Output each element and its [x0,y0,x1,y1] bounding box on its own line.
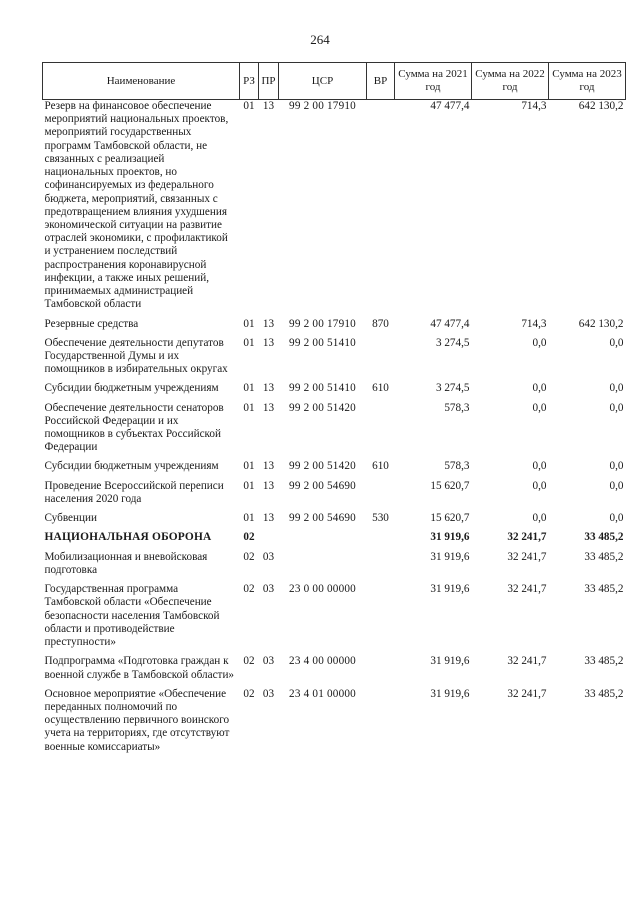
table-row [43,460,626,479]
row-vr [367,655,395,687]
row-sum-2023: 33 485,2 [584,655,624,668]
row-pr: 13 [262,512,275,525]
row-sum-2023: 642 130,2 [578,100,624,112]
row-name: Мобилизационная и вневойсковая подготовка [44,550,208,577]
row-sum-2023: 0,0 [609,460,624,473]
row-sum-2022: 714,3 [521,317,547,330]
row-rz: 01 [243,100,255,112]
row-rz: 01 [243,479,255,492]
row-sum-2023: 33 485,2 [584,531,624,544]
row-csr: 23 4 00 00000 [289,655,356,668]
row-name: Подпрограмма «Подготовка граждан к военной службе в Тамбовской области» [44,655,235,681]
table-row [43,655,626,687]
row-csr: 99 2 00 17910 [289,317,356,330]
row-name: Обеспечение деятельности сенаторов Российской Федерации и их помощников в субъектах Российской Федерации [44,401,224,454]
row-rz: 02 [243,655,255,668]
row-sum-2022: 0,0 [532,382,547,395]
row-vr: 530 [372,512,389,525]
row-csr: 23 0 00 00000 [289,583,356,596]
row-pr: 13 [262,100,275,112]
column-header-csr: ЦСР [279,63,367,100]
row-pr: 13 [262,382,275,395]
row-sum-2022: 714,3 [521,100,547,112]
table-body [43,100,626,760]
row-sum-2023: 0,0 [609,512,624,525]
row-rz: 01 [243,512,255,525]
row-rz: 02 [243,531,255,544]
row-sum-2021: 47 477,4 [430,317,470,330]
row-rz: 01 [243,460,255,473]
row-csr [279,551,367,583]
row-sum-2021: 31 919,6 [430,655,470,668]
row-csr: 99 2 00 54690 [289,512,356,525]
table-row [43,688,626,760]
table-row [43,480,626,512]
column-header-vr: ВР [367,63,395,100]
row-vr [367,688,395,760]
row-name: Государственная программа Тамбовской области «Обеспечение безопасности населения Тамбовской области и противодействие преступности» [44,583,220,649]
row-sum-2021: 15 620,7 [430,479,470,492]
row-pr [259,531,279,550]
row-sum-2021: 31 919,6 [430,550,470,563]
row-rz: 02 [243,583,255,596]
row-pr: 13 [262,460,275,473]
row-pr: 13 [262,336,275,349]
row-rz: 01 [243,401,255,414]
column-header-sum-2021: Сумма на 2021 год [395,63,472,100]
row-vr [367,480,395,512]
row-sum-2023: 0,0 [609,336,624,349]
row-sum-2022: 32 241,7 [507,583,547,596]
row-sum-2022: 32 241,7 [507,655,547,668]
row-sum-2021: 15 620,7 [430,512,470,525]
row-sum-2021: 47 477,4 [430,100,470,112]
row-name: Обеспечение деятельности депутатов Государственной Думы и их помощников в избирательных округах [44,336,228,376]
table-header [43,63,626,100]
row-rz: 02 [243,687,255,700]
row-pr: 13 [262,401,275,414]
row-pr: 13 [262,317,275,330]
row-sum-2021: 31 919,6 [430,583,470,596]
table-row [43,100,626,318]
row-sum-2022: 0,0 [532,460,547,473]
row-sum-2021: 3 274,5 [435,336,470,349]
table-row [43,531,626,550]
column-header-sum-2022: Сумма на 2022 год [472,63,549,100]
row-name: Резерв на финансовое обеспечение мероприятий национальных проектов, мероприятий государственных программ Тамбовской области, не связанных с реализацией национальных проектов, но софинансируемых из федерального бюджета, мероприятий, связанных с предотвращением влияния ухудшения экономической ситуации на развитие отраслей экономики, с профилактикой и устранением последствий распространения коронавирусной инфекции, а также иных решений, принимаемых администрацией Тамбовской области [44,100,229,311]
row-rz: 01 [243,336,255,349]
row-sum-2022: 32 241,7 [507,550,547,563]
row-csr: 99 2 00 17910 [289,100,356,112]
row-sum-2021: 578,3 [444,401,470,414]
row-sum-2023: 0,0 [609,382,624,395]
row-csr [279,531,367,550]
column-header-sum-2023: Сумма на 2023 год [549,63,626,100]
page-number: 264 [310,32,330,47]
column-header-rz: РЗ [240,63,259,100]
row-rz: 01 [243,317,255,330]
row-pr: 03 [262,583,275,596]
row-vr [367,531,395,550]
row-sum-2023: 0,0 [609,479,624,492]
row-pr: 03 [262,655,275,668]
budget-table [42,62,626,760]
row-sum-2023: 642 130,2 [578,317,624,330]
row-name: Резервные средства [44,317,139,330]
row-csr: 99 2 00 51420 [289,401,356,414]
row-sum-2021: 31 919,6 [430,531,470,544]
row-sum-2022: 0,0 [532,512,547,525]
row-vr [367,583,395,655]
row-sum-2023: 0,0 [609,401,624,414]
table-row [43,337,626,383]
row-sum-2021: 31 919,6 [430,687,470,700]
table-row [43,551,626,583]
row-name: Субвенции [44,512,97,525]
row-pr: 03 [262,550,275,563]
table-row [43,382,626,401]
row-vr: 610 [372,460,389,473]
row-csr: 99 2 00 51410 [289,336,356,349]
row-pr: 13 [262,479,275,492]
row-csr: 99 2 00 51410 [289,382,356,395]
row-csr: 23 4 01 00000 [289,687,356,700]
table-row [43,512,626,531]
row-rz: 01 [243,382,255,395]
column-header-name: Наименование [43,63,240,100]
row-vr: 870 [372,317,389,330]
row-name: НАЦИОНАЛЬНАЯ ОБОРОНА [44,531,212,544]
row-sum-2022: 0,0 [532,336,547,349]
row-sum-2022: 32 241,7 [507,687,547,700]
row-vr: 610 [372,382,389,395]
row-csr: 99 2 00 51420 [289,460,356,473]
row-name: Субсидии бюджетным учреждениям [44,382,219,395]
column-header-pr: ПР [259,63,279,100]
row-sum-2023: 33 485,2 [584,550,624,563]
row-name: Субсидии бюджетным учреждениям [44,460,219,473]
row-vr [367,551,395,583]
table-row [43,402,626,461]
row-sum-2023: 33 485,2 [584,687,624,700]
row-name: Проведение Всероссийской переписи населения 2020 года [44,479,224,505]
row-rz: 02 [243,550,255,563]
row-sum-2022: 0,0 [532,401,547,414]
row-sum-2022: 32 241,7 [507,531,547,544]
table-row [43,583,626,655]
row-vr [367,337,395,383]
row-name: Основное мероприятие «Обеспечение переданных полномочий по осуществлению первичного воинского учета на территориях, где отсутствуют военные комиссариаты» [44,687,230,753]
row-sum-2022: 0,0 [532,479,547,492]
row-sum-2021: 3 274,5 [435,382,470,395]
table-row [43,318,626,337]
row-csr: 99 2 00 54690 [289,479,356,492]
row-vr [367,402,395,461]
row-sum-2023: 33 485,2 [584,583,624,596]
row-pr: 03 [262,687,275,700]
row-sum-2021: 578,3 [444,460,470,473]
row-vr [367,100,395,318]
